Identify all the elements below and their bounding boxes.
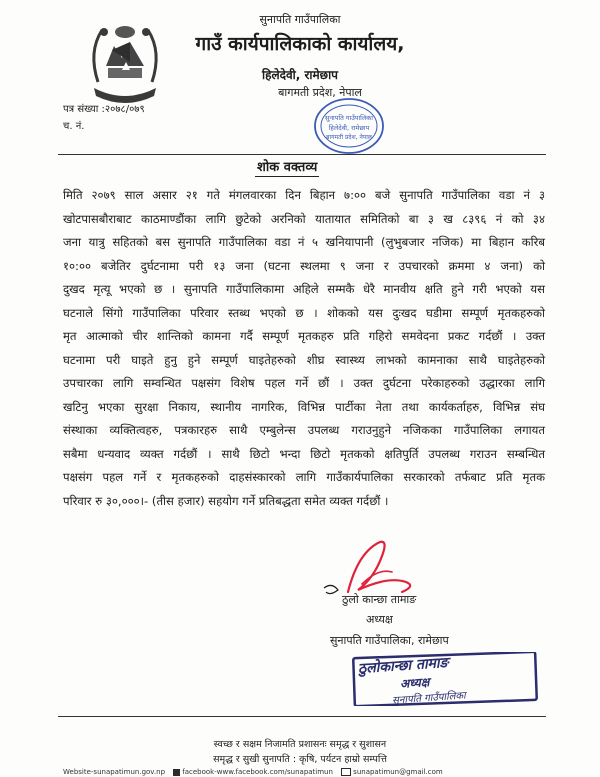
footer-motto-1: स्वच्छ र सक्षम निजामति प्रशासनः समृद्ध र सुशासन	[213, 739, 387, 750]
body-line: १०:०० बजेतिर दुर्घटनामा परी १३ जना (घटना स्थलमा ९ जना र उपचारको क्रममा ४ जना) को	[63, 258, 545, 273]
facebook-icon	[173, 769, 180, 776]
stamp-line-3: बागमती प्रदेश, नेपाल	[326, 134, 372, 141]
footer-contacts	[63, 768, 443, 776]
footer-email[interactable]: sunapatimun@gmail.com	[353, 768, 443, 776]
body-line: मृत आत्माको चीर शान्तिको कामना गर्दै सम्पूर्ण मृतकहरु प्रति गहिरो समवेदना प्रकट गर्दछौं । उक्त	[63, 329, 545, 343]
body-line: परिवार रु ३०,०००।- (तीस हजार) सहयोग गर्ने प्रतिबद्धता समेत व्यक्त गर्दछौं ।	[63, 493, 389, 508]
signatory-name: ठुलो कान्छा तामाङ	[342, 593, 417, 606]
body-line: जना यात्रु सहितको बस सुनापति गाउँपालिका वडा नं ५ खनियापानी (लुभुबजार नजिक) मा बिहान करिब	[63, 235, 545, 249]
body-line: घटनामा परी घाइते हुनु हुने सम्पूर्ण घाइतेहरुको शीघ्र स्वास्थ्य लाभको कामनाका साथै घाइतेहरुको	[63, 352, 545, 367]
seal-name: ठुलोकान्छा तामाङ	[357, 654, 449, 678]
footer-facebook[interactable]: facebook-www.facebook.com/sunapatimun	[182, 768, 333, 776]
dispatch-number: च. नं.	[63, 121, 85, 132]
header-office: गाउँ कार्यपालिकाको कार्यालय,	[195, 33, 405, 55]
header-place: हिलेदेवी, रामेछाप	[261, 68, 339, 82]
body-line: उपचारका लागि सम्वन्धित पक्षसंग विशेष पहल गर्ने छौं । उक्त दुर्घटना परेकाहरुको उद्धारका लागि	[63, 376, 545, 390]
signatory-office: सुनापति गाउँपालिका, रामेछाप	[330, 634, 449, 647]
statement-body	[63, 184, 545, 513]
footer-divider	[58, 716, 546, 717]
signatory-post: अध्यक्ष	[366, 613, 393, 626]
body-line: मिति २०७९ साल असार २१ गते मंगलवारका दिन बिहान ७:०० बजे सुनापति गाउँपालिका वडा नं ३	[63, 188, 545, 202]
stamp-line-1: सुनापति गाउँपालिका	[325, 114, 373, 122]
stamp-line-2: हिलेदेवी, रामेछाप	[328, 124, 370, 132]
header-divider	[58, 154, 546, 155]
footer-website[interactable]: Website-sunapatimun.gov.np	[63, 768, 166, 776]
reference-number: पत्र संख्या :२०७८/०७९	[63, 104, 145, 115]
document-title: शोक वक्तव्य	[255, 157, 319, 177]
footer-motto-2: समृद्ध र सुखी सुनापति : कृषि, पर्यटन हाम्रो सम्पत्ति	[213, 754, 387, 765]
body-line: पक्षसंग पहल गर्ने र मृतकहरुको दाहसंस्कारको लागि गाउँकार्यपालिका सरकारको तर्फबाट प्रति मृतक	[63, 470, 545, 484]
body-line: संस्थाका व्यक्तित्वहरु, पत्रकारहरु साथै एम्बुलेन्स उपलब्ध गराउनुहुने नजिकका गाउँपालिका लगायत	[63, 423, 545, 437]
body-line: घटनाले सिंगो गाउँपालिका परिवार स्तब्ध भएको छ । शोकको यस दुःखद घडीमा सम्पूर्ण मृतकहरुको	[63, 305, 545, 320]
header-province: बागमती प्रदेश, नेपाल	[278, 86, 362, 99]
email-icon	[341, 768, 351, 776]
header-municipality: सुनापति गाउँपालिका	[259, 13, 341, 26]
body-line: खटिनु भएका सुरक्षा निकाय, स्थानीय नागरिक, विभिन्न पार्टीका नेता तथा कार्यकर्ताहरु, विभिन्न संघ	[63, 399, 545, 414]
office-stamp	[312, 96, 386, 156]
body-line: दुखद मृत्यू भएको छ । सुनापति गाउँपालिकामा अहिले सम्मकै धेरै मानवीय क्षति हुने गरी भएको यस	[63, 282, 545, 296]
body-line: खोटपासबौराबाट काठमाण्डौंका लागि छुटेको अरनिको यातायात समितिको बा ३ ख ८३९६ नं को ३४	[63, 211, 545, 226]
seal-post: अध्यक्ष	[399, 674, 430, 692]
seal-office: सुनापति गाउँपालिका	[391, 690, 467, 707]
body-line: सबैमा धन्यवाद व्यक्त गर्दछौं । साथै छिटो भन्दा छिटो मृतकको क्षतिपुर्ति उपलब्ध गराउन सम्बन्धित	[63, 446, 545, 461]
